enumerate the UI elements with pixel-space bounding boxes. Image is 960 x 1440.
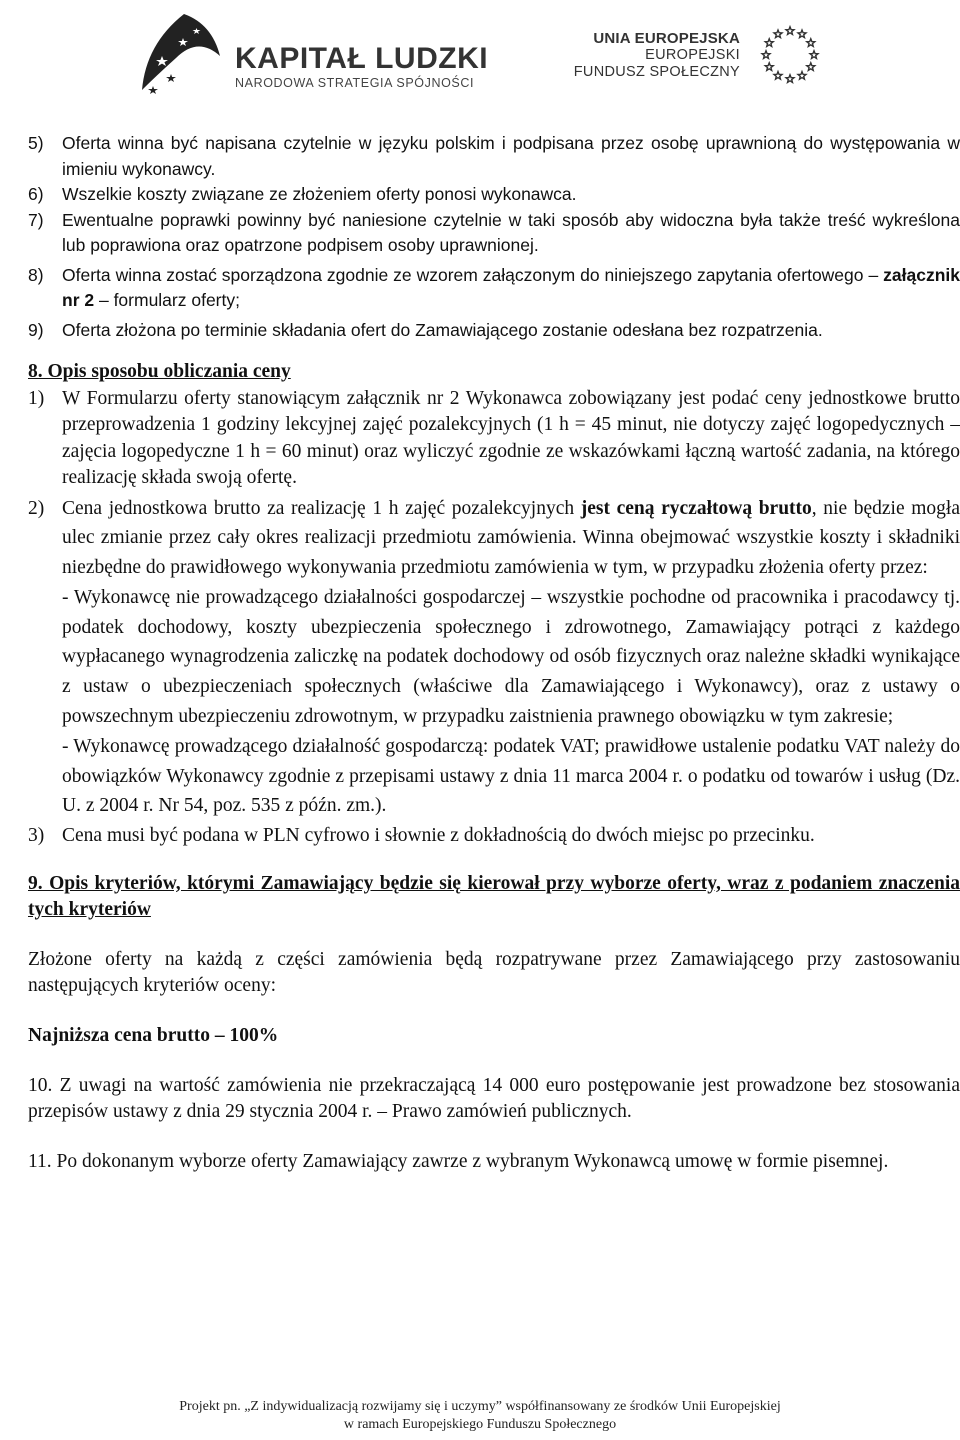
- document-body: [28, 131, 960, 1175]
- list-number: 7): [28, 209, 44, 230]
- kapital-ludzki-subtitle: NARODOWA STRATEGIA SPÓJNOŚCI: [235, 76, 475, 90]
- eu-star-icon: [774, 30, 782, 38]
- eu-line-2: EUROPEJSKI: [645, 47, 740, 63]
- list-text: Cena musi być podana w PLN cyfrowo i słownie z dokładnością do dwóch miejsc po przecinku.: [62, 825, 815, 847]
- section-9-text: Złożone oferty na każdą z części zamówienia będą rozpatrywane przez Zamawiającego przy zastosowaniu następujących kryteriów oceny:: [28, 949, 960, 997]
- list-number: 2): [28, 497, 45, 519]
- section-8: [28, 359, 960, 851]
- list-text: W Formularzu oferty stanowiącym załącznik nr 2 Wykonawca zobowiązany jest podać ceny jednostkowe brutto przeprowadzenia 1 godziny lekcyjnej zajęć pozalekcyjnych (1 h = 45 minut, nie dotyczy zajęć logopedycznych – zajęcia logopedyczne 1 h = 60 minut) oraz wyliczyć zgodnie ze wskazówkami łączną wartość zadania, na którego realizację składa swoją ofertę.: [62, 387, 960, 488]
- eu-star-icon: [807, 63, 815, 71]
- eu-flag-icon: [755, 20, 825, 90]
- eu-line-1: UNIA EUROPEJSKA: [593, 30, 740, 47]
- eu-star-icon: [786, 27, 794, 35]
- section-9: [28, 871, 960, 1049]
- list-number: 3): [28, 825, 45, 847]
- eu-star-icon: [765, 39, 773, 47]
- lump-sum-phrase: jest ceną ryczałtową brutto: [580, 497, 812, 519]
- eu-star-icon: [810, 51, 818, 59]
- list-number: 1): [28, 387, 45, 409]
- attachment-reference: załącznik nr 2: [62, 264, 960, 310]
- kapital-ludzki-title: KAPITAŁ LUDZKI: [235, 42, 489, 75]
- list-number: 8): [28, 264, 44, 285]
- conditions-list: [28, 131, 960, 343]
- list-item: [28, 821, 960, 851]
- eu-star-icon: [774, 72, 782, 80]
- eu-star-icon: [798, 30, 806, 38]
- kapital-ludzki-logo: [128, 6, 228, 102]
- list-item: [28, 494, 960, 822]
- list-item: [28, 182, 960, 208]
- footer-line-2: w ramach Europejskiego Funduszu Społecznego: [343, 1417, 617, 1432]
- section-11: 11. Po dokonanym wyborze oferty Zamawiający zawrze z wybranym Wykonawcą umowę w formie pisemnej.: [28, 1151, 889, 1173]
- section-9-title: 9. Opis kryteriów, którymi Zamawiający będzie się kierował przy wyborze oferty, wraz z podaniem znaczenia tych kryteriów: [28, 873, 960, 921]
- list-item: [28, 208, 960, 259]
- page-footer: [0, 1398, 960, 1434]
- list-text: Oferta winna być napisana czytelnie w języku polskim i podpisana przez osobę uprawnioną do występowania w imieniu wykonawcy.: [62, 133, 960, 179]
- eu-star-icon: [807, 39, 815, 47]
- criterion: Najniższa cena brutto – 100%: [28, 1025, 279, 1047]
- list-text: Cena jednostkowa brutto za realizację 1 h zajęć pozalekcyjnych jest ceną ryczałtową brutto, nie będzie mogła ulec zmianie przez cały okres realizacji przedmiotu zamówienia. Winna obejmować wszystkie koszty i składniki niezbędne do prawidłowego wykonywania przedmiotu zamówienia w tym, w przypadku złożenia oferty przez: - Wykonawcę nie prowadzącego działalności gospodarczej – wszystkie pochodne od pracownika i pracodawcy tj. podatek dochodowy, koszty ubezpieczenia społecznego i zdrowotnego, Zamawiający potrąci z każdego wypłacanego wynagrodzenia zaliczkę na podatek dochodowy od osób fizycznych oraz należne składki wynikające z ustaw o ubezpieczeniach społecznych (właściwe dla Zamawiającego i Wykonawcy), oraz z ustawy o powszechnym ubezpieczeniu zdrowotnym, w przypadku zaistnienia prawnego obowiązku w tym zakresie; - Wykonawcę prowadzącego działalność gospodarczą: podatek VAT; prawidłowe ustalenie podatku VAT należy do obowiązków Wykonawcy zgodnie z przepisami ustawy z dnia 11 marca 2004 r. o podatku od towarów i usług (Dz. U. z 2004 r. Nr 54, poz. 535 z późn. zm.).: [62, 494, 960, 822]
- list-text: Ewentualne poprawki powinny być naniesione czytelnie w taki sposób aby widoczna była także treść wykreślona lub poprawiona oraz opatrzone podpisem osoby uprawnionej.: [62, 209, 960, 255]
- eu-star-icon: [762, 51, 770, 59]
- list-item: [28, 318, 960, 344]
- list-number: 9): [28, 319, 44, 340]
- list-text: Oferta winna zostać sporządzona zgodnie ze wzorem załączonym do niniejszego zapytania ofertowego – załącznik nr 2 – formularz oferty;: [62, 264, 960, 310]
- footer-line-1: Projekt pn. „Z indywidualizacją rozwijamy się i uczymy” współfinansowany ze środków Unii Europejskiej: [179, 1399, 781, 1414]
- eu-star-icon: [786, 75, 794, 83]
- page-header: [0, 0, 960, 100]
- list-item: [28, 131, 960, 182]
- eu-star-icon: [765, 63, 773, 71]
- eu-star-icon: [798, 72, 806, 80]
- list-item: [28, 263, 960, 314]
- section-8-title: 8. Opis sposobu obliczania ceny: [28, 361, 291, 382]
- list-number: 5): [28, 133, 44, 153]
- contractor-no-business: - Wykonawcę nie prowadzącego działalności gospodarczej – wszystkie pochodne od pracownika i pracodawcy tj. podatek dochodowy, koszty ubezpieczenia społecznego i zdrowotnego, Zamawiający potrąci z każdego wypłacanego wynagrodzenia zaliczkę na podatek dochodowy od osób fizycznych oraz należne składki wynikające z ustaw o ubezpieczeniach społecznych (właściwe dla Zamawiającego i Wykonawcy), oraz z ustawy o powszechnym ubezpieczeniu zdrowotnym, w przypadku zaistnienia prawnego obowiązku w tym zakresie;: [62, 586, 960, 728]
- section-10: 10. Z uwagi na wartość zamówienia nie przekraczającą 14 000 euro postępowanie jest prowadzone bez stosowania przepisów ustawy z dnia 29 stycznia 2004 r. – Prawo zamówień publicznych.: [28, 1075, 960, 1123]
- eu-line-3: FUNDUSZ SPOŁECZNY: [573, 64, 740, 80]
- list-item: [28, 386, 960, 492]
- contractor-business: - Wykonawcę prowadzącego działalność gospodarczą: podatek VAT; prawidłowe ustalenie podatku VAT należy do obowiązków Wykonawcy zgodnie z przepisami ustawy z dnia 11 marca 2004 r. o podatku od towarów i usług (Dz. U. z 2004 r. Nr 54, poz. 535 z późn. zm.).: [62, 735, 960, 817]
- list-text: Wszelkie koszty związane ze złożeniem oferty ponosi wykonawca.: [62, 184, 577, 204]
- eu-label: [520, 30, 740, 81]
- list-text: Oferta złożona po terminie składania ofert do Zamawiającego zostanie odesłana bez rozpatrzenia.: [62, 319, 823, 340]
- list-number: 6): [28, 184, 44, 204]
